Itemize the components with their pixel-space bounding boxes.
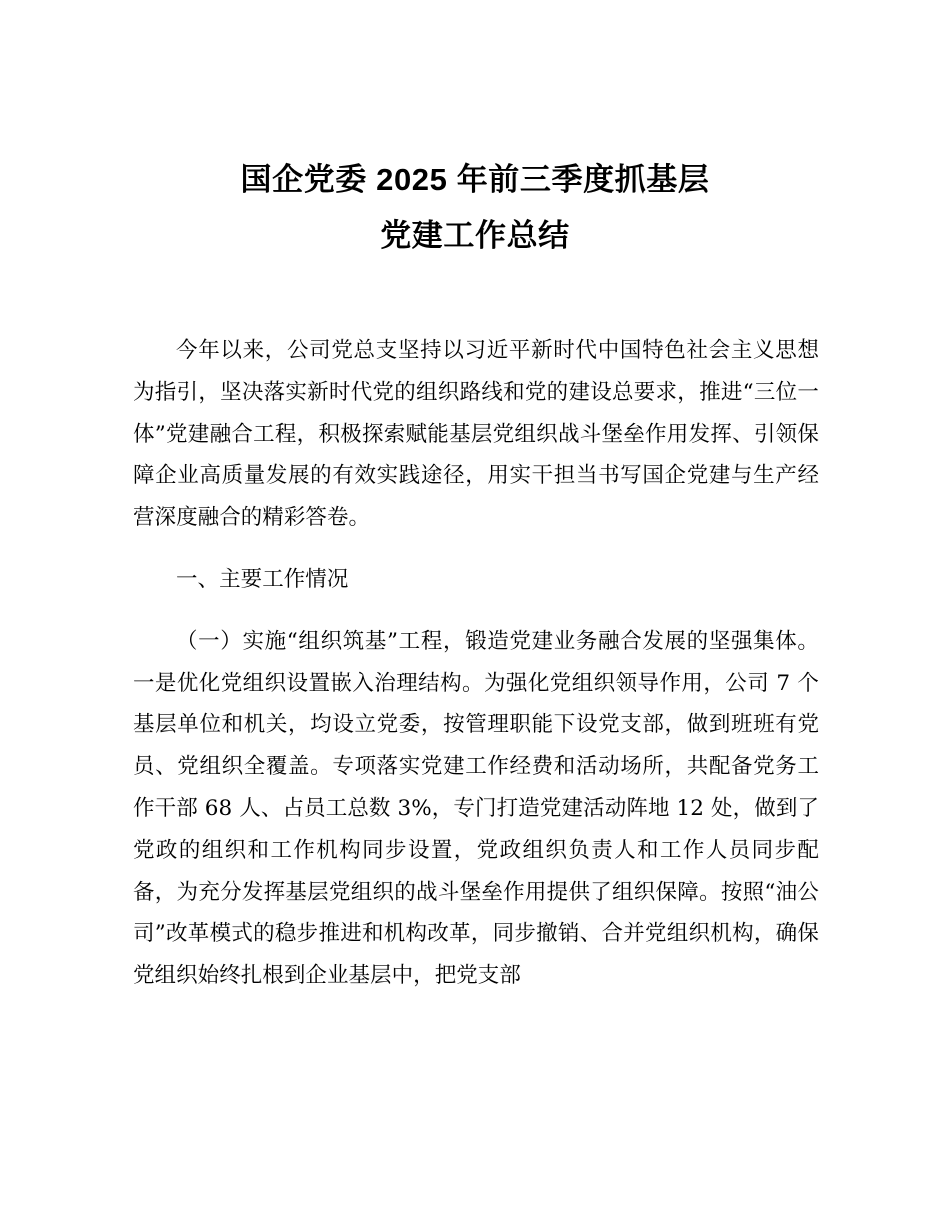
document-title <box>0 152 950 264</box>
intro-paragraph: 今年以来，公司党总支坚持以习近平新时代中国特色社会主义思想为指引，坚决落实新时代党的组织路线和党的建设总要求，推进“三位一体”党建融合工程，积极探索赋能基层党组织战斗堡垒作用发挥、引领保障企业高质量发展的有效实践途径，用实干担当书写国企党建与生产经营深度融合的精彩答卷。 <box>133 338 819 531</box>
document-body <box>133 330 819 997</box>
document-title-line-1: 国企党委 2025 年前三季度抓基层 <box>240 162 710 197</box>
document-title-line-2: 党建工作总结 <box>380 218 570 253</box>
subsection-heading-1-1: （一）实施“组织筑基”工程，锻造党建业务融合发展的坚强集体。一是优化党组织设置嵌入治理结构。为强化党组织领导作用，公司 7 个基层单位和机关，均设立党委，按管理职能下设党支部，做到班班有党员、党组织全覆盖。专项落实党建工作经费和活动场所，共配备党务工作干部 68 人、占员工总数 3%，专门打造党建活动阵地 12 处，做到了党政的组织和工作机构同步设置，党政组织负责人和工作人员同步配备，为充分发挥基层党组织的战斗堡垒作用提供了组织保障。按照“油公司”改革模式的稳步推进和机构改革，同步撤销、合并党组织机构，确保党组织始终扎根到企业基层中，把党支部 <box>133 628 819 989</box>
section-heading-1: 一、主要工作情况 <box>176 566 349 592</box>
